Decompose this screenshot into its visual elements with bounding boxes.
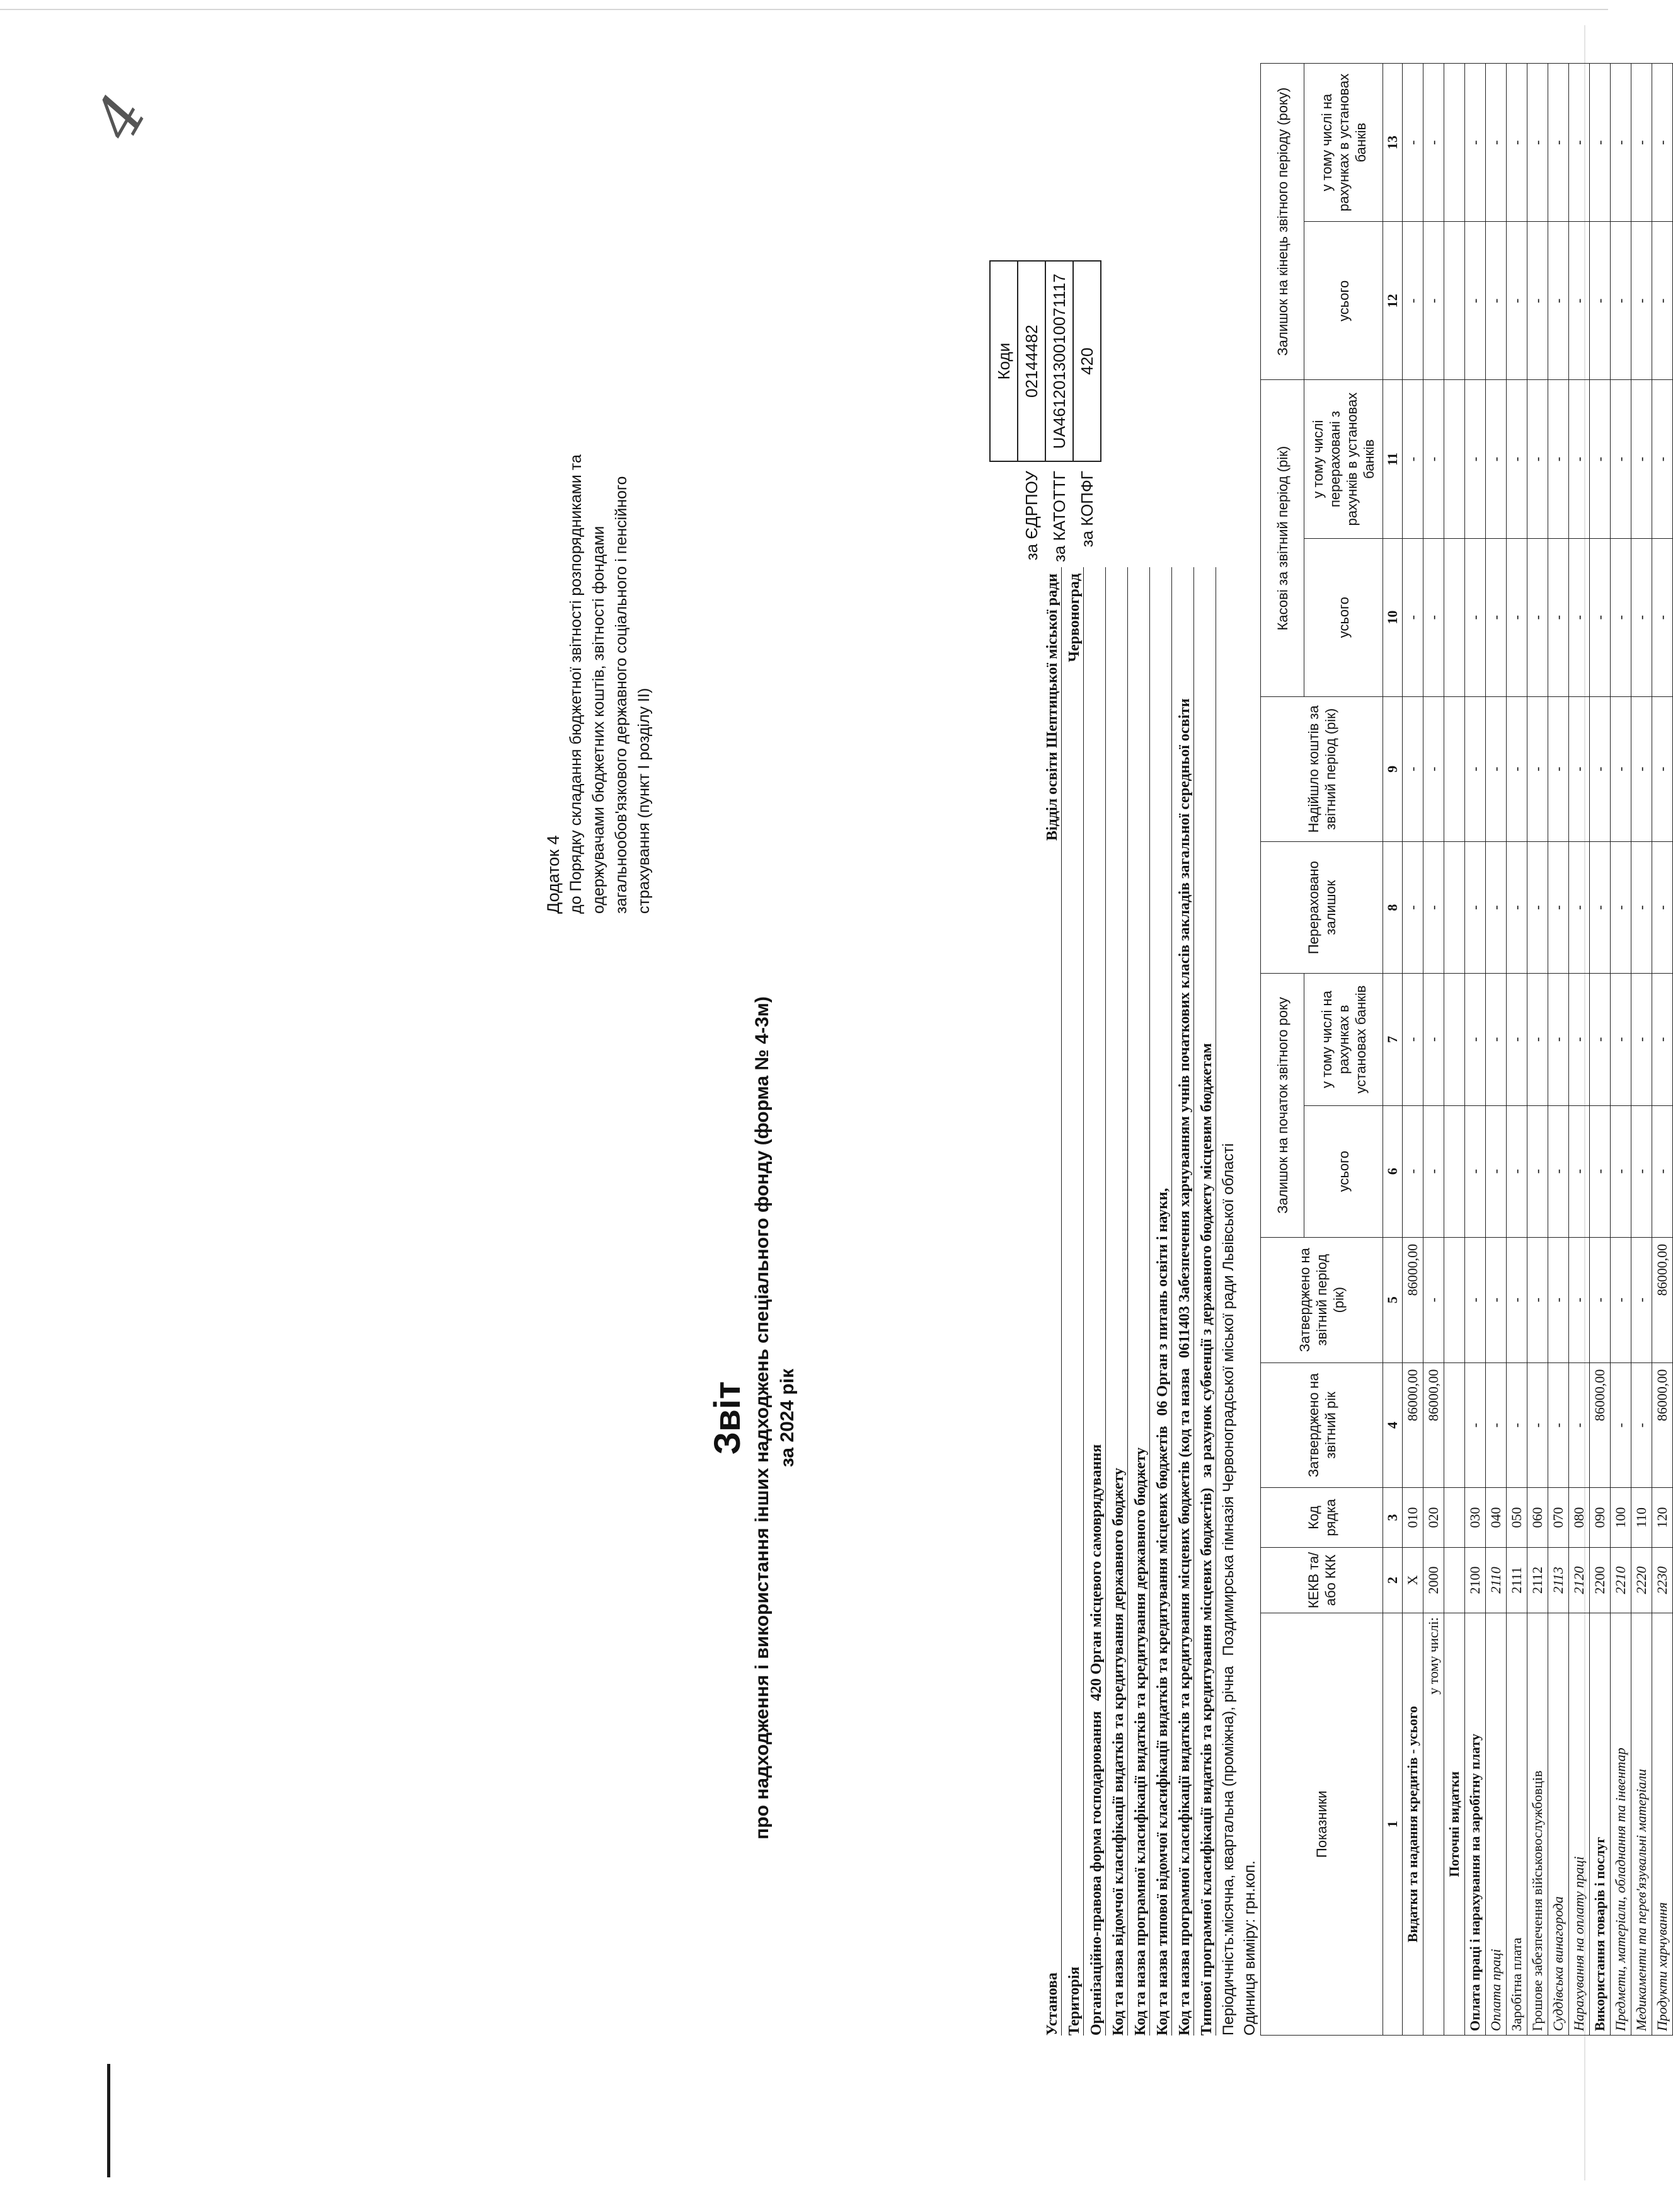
row-code: 070 (1548, 1488, 1569, 1547)
row-kekv: 2210 (1611, 1547, 1631, 1613)
row-value-col9: - (1652, 696, 1673, 841)
row-indicator: Оплата праці (1486, 1613, 1507, 2036)
header-balance-start-bank: у тому числі на рахунках в установах банків (1304, 974, 1383, 1105)
row-value-col12: - (1652, 222, 1673, 380)
col-num: 1 (1383, 1613, 1403, 2036)
row-value-col4: - (1569, 1362, 1590, 1488)
row-value-col8: - (1548, 841, 1569, 973)
row-value-col9: - (1507, 696, 1527, 841)
row-value-col11: - (1486, 380, 1507, 538)
typical-dept-value: 06 Орган з питань освіти і науки, (1154, 1188, 1171, 1416)
row-value-col9: - (1486, 696, 1507, 841)
row-value-col8: - (1423, 841, 1444, 973)
prog-code-label: Код та назва програмної класифікації видатків та кредитування державного бюджету (1132, 1447, 1149, 2036)
row-value-col6: - (1611, 1105, 1631, 1237)
report-subtitle: про надходження і використання інших надходжень спеціального фонду (форма № 4-3м) (752, 996, 773, 1840)
row-kekv: X (1403, 1547, 1423, 1613)
row-value-col12: - (1569, 222, 1590, 380)
row-value-col10: - (1465, 538, 1486, 696)
table-row (1548, 64, 1569, 2036)
row-value-col6: - (1465, 1105, 1486, 1237)
meta-program (1172, 567, 1194, 2036)
table-row (1465, 64, 1486, 2036)
row-code: 040 (1486, 1488, 1507, 1547)
meta-periodicity (1216, 567, 1238, 2036)
row-kekv: 2000 (1423, 1547, 1444, 1613)
row-value-col5: - (1423, 1237, 1444, 1362)
row-value-col5: - (1527, 1237, 1548, 1362)
meta-prog-code (1128, 567, 1150, 2036)
report-title-block (706, 945, 800, 1891)
row-kekv: 2110 (1486, 1547, 1507, 1613)
row-value-col13: - (1403, 64, 1423, 222)
header-cash-transferred: у тому числі перераховані з рахунків в установах банків (1304, 380, 1383, 538)
row-value-col13: - (1527, 64, 1548, 222)
katottg-code: UA46120130010071117 (1045, 261, 1073, 461)
dept-code-label: Код та назва відомчої класифікації видатків та кредитування державного бюджету (1110, 1468, 1127, 2036)
row-value-col8: - (1403, 841, 1423, 973)
appendix-note (542, 233, 655, 914)
row-value-col13: - (1569, 64, 1590, 222)
col-num: 11 (1383, 380, 1403, 538)
col-num: 2 (1383, 1547, 1403, 1613)
row-value-col4: - (1548, 1362, 1569, 1488)
col-num: 7 (1383, 974, 1403, 1105)
col-num: 4 (1383, 1362, 1403, 1488)
header-approved-year: Затверджено на звітний рік (1261, 1362, 1383, 1488)
col-num: 6 (1383, 1105, 1403, 1237)
row-value-col8 (1444, 841, 1465, 973)
row-value-col7: - (1631, 974, 1652, 1105)
row-value-col12: - (1527, 222, 1548, 380)
table-row (1403, 64, 1423, 2036)
row-value-col8: - (1569, 841, 1590, 973)
row-value-col10: - (1486, 538, 1507, 696)
row-value-col4: - (1465, 1362, 1486, 1488)
header-row-code: Код рядка (1261, 1488, 1383, 1547)
row-value-col7: - (1465, 974, 1486, 1105)
report-title: Звіт (707, 1381, 748, 1455)
row-code: 060 (1527, 1488, 1548, 1547)
header-transferred: Перераховано залишок (1261, 841, 1383, 973)
report-table (1260, 63, 1673, 2036)
codes-box (989, 260, 1101, 567)
meta-unit (1238, 567, 1259, 2036)
col-num: 13 (1383, 64, 1403, 222)
row-value-col11: - (1465, 380, 1486, 538)
scan-edge-top (0, 9, 1608, 10)
row-value-col7: - (1569, 974, 1590, 1105)
row-kekv: 2113 (1548, 1547, 1569, 1613)
meta-dept-code (1106, 567, 1128, 2036)
typical-program-label: Типової програмної класифікації видатків та кредитування місцевих бюджетів) (1199, 1487, 1215, 2036)
row-value-col9: - (1631, 696, 1652, 841)
table-row (1631, 64, 1652, 2036)
row-value-col5: - (1548, 1237, 1569, 1362)
row-value-col10: - (1548, 538, 1569, 696)
row-code: 120 (1652, 1488, 1673, 1547)
unit-text: Одиниця виміру: грн.коп. (1241, 1860, 1258, 2036)
row-value-col12 (1444, 222, 1465, 380)
row-value-col13: - (1507, 64, 1527, 222)
row-value-col7: - (1611, 974, 1631, 1105)
row-value-col6: - (1507, 1105, 1527, 1237)
row-value-col5: - (1465, 1237, 1486, 1362)
table-row (1507, 64, 1527, 2036)
row-indicator: Оплата праці і нарахування на заробітну плату (1465, 1613, 1486, 2036)
appendix-title: Додаток 4 (544, 835, 563, 914)
header-kekv: КЕКВ та/або ККК (1261, 1547, 1383, 1613)
row-value-col6: - (1527, 1105, 1548, 1237)
header-balance-start: Залишок на початок звітного року (1261, 974, 1304, 1238)
row-value-col12: - (1486, 222, 1507, 380)
col-num: 9 (1383, 696, 1403, 841)
header-balance-end: Залишок на кінець звітного періоду (року) (1261, 64, 1304, 380)
row-value-col11: - (1631, 380, 1652, 538)
row-value-col11: - (1569, 380, 1590, 538)
row-value-col9: - (1569, 696, 1590, 841)
row-kekv: 2230 (1652, 1547, 1673, 1613)
row-kekv: 2112 (1527, 1547, 1548, 1613)
row-value-col11: - (1611, 380, 1631, 538)
row-value-col11: - (1548, 380, 1569, 538)
row-value-col4: - (1527, 1362, 1548, 1488)
row-value-col4 (1444, 1362, 1465, 1488)
header-indicators: Показники (1261, 1613, 1383, 2036)
typical-program-value: за рахунок субвенції з державного бюджету місцевим бюджетам (1199, 1043, 1215, 1478)
row-indicator: Заробітна плата (1507, 1613, 1527, 2036)
table-row (1590, 64, 1611, 2036)
legal-form-label: Організаційно-правова форма господарювання (1088, 1711, 1105, 2036)
row-indicator: Видатки та надання кредитів - усього (1403, 1613, 1423, 2036)
row-code: 110 (1631, 1488, 1652, 1547)
row-value-col5: - (1507, 1237, 1527, 1362)
table-row (1486, 64, 1507, 2036)
row-value-col4: 86000,00 (1652, 1362, 1673, 1488)
row-kekv (1444, 1547, 1465, 1613)
row-value-col4: - (1507, 1362, 1527, 1488)
row-code: 090 (1590, 1488, 1611, 1547)
row-value-col11: - (1423, 380, 1444, 538)
program-value: 0611403 Забезпечення харчуванням учнів початкових класів закладів загальної середньої освіти (1176, 698, 1193, 1359)
row-value-col13: - (1548, 64, 1569, 222)
row-value-col6: - (1403, 1105, 1423, 1237)
row-value-col4: - (1631, 1362, 1652, 1488)
appendix-line: до Порядку складання бюджетної звітності розпорядниками та (567, 454, 585, 914)
row-value-col10: - (1631, 538, 1652, 696)
row-value-col12: - (1631, 222, 1652, 380)
row-kekv: 2220 (1631, 1547, 1652, 1613)
header-cash-total: усього (1304, 538, 1383, 696)
territory-value: Червоноград (1066, 573, 1083, 662)
row-value-col6: - (1652, 1105, 1673, 1237)
program-label: Код та назва програмної класифікації видатків та кредитування місцевих бюджетів (код та назва (1176, 1368, 1193, 2036)
handwritten-page-number: 4 (79, 83, 161, 152)
row-value-col12: - (1590, 222, 1611, 380)
row-indicator: Суддівська винагорода (1548, 1613, 1569, 2036)
row-value-col12: - (1423, 222, 1444, 380)
row-value-col6 (1444, 1105, 1465, 1237)
row-value-col10: - (1611, 538, 1631, 696)
row-value-col9: - (1590, 696, 1611, 841)
header-balance-start-total: усього (1304, 1105, 1383, 1237)
row-value-col13: - (1652, 64, 1673, 222)
report-year: за 2024 рік (777, 1368, 798, 1468)
meta-typical-dept (1150, 567, 1172, 2036)
row-indicator: Використання товарів і послуг (1590, 1613, 1611, 2036)
row-value-col8: - (1465, 841, 1486, 973)
kopfg-label: за КОПФГ (1077, 471, 1096, 548)
row-value-col11: - (1527, 380, 1548, 538)
table-row (1423, 64, 1444, 2036)
table-row (1652, 64, 1673, 2036)
row-value-col10: - (1403, 538, 1423, 696)
row-value-col5: - (1590, 1237, 1611, 1362)
row-value-col12: - (1403, 222, 1423, 380)
row-code: 100 (1611, 1488, 1631, 1547)
row-code: 020 (1423, 1488, 1444, 1547)
col-num: 8 (1383, 841, 1403, 973)
row-value-col8: - (1631, 841, 1652, 973)
row-value-col9: - (1527, 696, 1548, 841)
col-num: 10 (1383, 538, 1403, 696)
row-value-col6: - (1631, 1105, 1652, 1237)
report-sheet (517, 73, 1670, 2080)
row-value-col9: - (1548, 696, 1569, 841)
katottg-label: за КАТОТТГ (1049, 471, 1069, 562)
row-value-col9: - (1465, 696, 1486, 841)
row-value-col10: - (1590, 538, 1611, 696)
row-value-col4: - (1611, 1362, 1631, 1488)
meta-institution (1040, 567, 1062, 2036)
row-value-col13: - (1423, 64, 1444, 222)
row-value-col8: - (1507, 841, 1527, 973)
row-value-col10: - (1507, 538, 1527, 696)
row-code: 010 (1403, 1488, 1423, 1547)
row-code: 080 (1569, 1488, 1590, 1547)
row-value-col9 (1444, 696, 1465, 841)
row-value-col11: - (1652, 380, 1673, 538)
column-number-row (1383, 64, 1403, 2036)
row-indicator: Поточні видатки (1444, 1613, 1465, 2036)
row-value-col5: - (1486, 1237, 1507, 1362)
row-value-col10: - (1652, 538, 1673, 696)
row-code (1444, 1488, 1465, 1547)
table-row (1611, 64, 1631, 2036)
row-value-col12: - (1465, 222, 1486, 380)
row-indicator: Медикаменти та перев'язувальні матеріали (1631, 1613, 1652, 2036)
row-value-col4: 86000,00 (1403, 1362, 1423, 1488)
edrpou-code: 02144482 (1018, 261, 1045, 461)
row-value-col13: - (1631, 64, 1652, 222)
row-value-col12: - (1548, 222, 1569, 380)
row-value-col8: - (1611, 841, 1631, 973)
row-indicator: Грошове забезпечення військовослужбовців (1527, 1613, 1548, 2036)
appendix-line: одержувачами бюджетних коштів, звітності фондами (590, 526, 607, 914)
typical-dept-label: Код та назва типової відомчої класифікації видатків та кредитування місцевих бюджетів (1154, 1426, 1171, 2036)
row-value-col13: - (1590, 64, 1611, 222)
header-cash: Касові за звітний період (рік) (1261, 380, 1304, 696)
meta-legal-form (1084, 567, 1106, 2036)
row-value-col13 (1444, 64, 1465, 222)
header-received: Надійшло коштів за звітний період (рік) (1261, 696, 1383, 841)
row-value-col6: - (1590, 1105, 1611, 1237)
row-value-col13: - (1465, 64, 1486, 222)
col-num: 5 (1383, 1237, 1403, 1362)
row-value-col5 (1444, 1237, 1465, 1362)
meta-typical-program (1194, 567, 1216, 2036)
legal-form-value: 420 Орган місцевого самоврядування (1088, 1444, 1105, 1702)
row-value-col6: - (1548, 1105, 1569, 1237)
row-value-col5: - (1611, 1237, 1631, 1362)
appendix-line: загальнообов'язкового державного соціального і пенсійного (612, 476, 630, 914)
institution-value: Відділ освіти Шептицької міської ради (1044, 573, 1061, 841)
row-value-col8: - (1590, 841, 1611, 973)
row-value-col10: - (1423, 538, 1444, 696)
row-value-col7: - (1403, 974, 1423, 1105)
report-meta (1040, 567, 1259, 2036)
table-row (1444, 64, 1465, 2036)
table-row (1569, 64, 1590, 2036)
col-num: 12 (1383, 222, 1403, 380)
row-value-col5: - (1631, 1237, 1652, 1362)
header-approved-period: Затверджено на звітний період (рік) (1261, 1237, 1383, 1362)
territory-label: Територія (1066, 1966, 1083, 2036)
col-num: 3 (1383, 1488, 1403, 1547)
row-value-col10 (1444, 538, 1465, 696)
row-value-col7: - (1507, 974, 1527, 1105)
row-value-col8: - (1652, 841, 1673, 973)
row-value-col6: - (1486, 1105, 1507, 1237)
row-value-col5: - (1569, 1237, 1590, 1362)
row-value-col9: - (1611, 696, 1631, 841)
row-value-col7: - (1652, 974, 1673, 1105)
institution-label: Установа (1044, 1973, 1061, 2036)
row-value-col12: - (1611, 222, 1631, 380)
row-code: 050 (1507, 1488, 1527, 1547)
row-value-col6: - (1423, 1105, 1444, 1237)
periodicity-text: Періодичність:місячна, квартальна (проміжна), річна (1220, 1666, 1237, 2036)
row-code: 030 (1465, 1488, 1486, 1547)
row-value-col4: 86000,00 (1423, 1362, 1444, 1488)
row-value-col6: - (1569, 1105, 1590, 1237)
row-value-col4: 86000,00 (1590, 1362, 1611, 1488)
row-value-col12: - (1507, 222, 1527, 380)
row-indicator: Продукти харчування (1652, 1613, 1673, 2036)
school-name: Поздимирська гімназія Червоноградської міської ради Львівської області (1220, 1143, 1237, 1656)
row-kekv: 2200 (1590, 1547, 1611, 1613)
row-value-col8: - (1527, 841, 1548, 973)
header-balance-end-total: усього (1304, 222, 1383, 380)
row-value-col7: - (1590, 974, 1611, 1105)
row-indicator: Предмети, матеріали, обладнання та інвентар (1611, 1613, 1631, 2036)
edrpou-label: за ЄДРПОУ (1021, 471, 1041, 561)
row-value-col5: 86000,00 (1652, 1237, 1673, 1362)
appendix-line: страхування (пункт І розділу ІІ) (635, 688, 653, 914)
row-value-col13: - (1486, 64, 1507, 222)
row-value-col7: - (1423, 974, 1444, 1105)
row-value-col7: - (1548, 974, 1569, 1105)
row-value-col7: - (1486, 974, 1507, 1105)
scan-mark (107, 2064, 110, 2177)
codes-header: Коди (990, 261, 1018, 461)
row-indicator: у тому числі: (1423, 1613, 1444, 2036)
row-kekv: 2100 (1465, 1547, 1486, 1613)
row-value-col7: - (1527, 974, 1548, 1105)
row-value-col11: - (1507, 380, 1527, 538)
row-value-col7 (1444, 974, 1465, 1105)
row-kekv: 2120 (1569, 1547, 1590, 1613)
row-kekv: 2111 (1507, 1547, 1527, 1613)
row-value-col8: - (1486, 841, 1507, 973)
header-balance-end-bank: у тому числі на рахунках в установах банків (1304, 64, 1383, 222)
row-value-col11: - (1403, 380, 1423, 538)
row-value-col4: - (1486, 1362, 1507, 1488)
row-value-col5: 86000,00 (1403, 1237, 1423, 1362)
row-value-col13: - (1611, 64, 1631, 222)
row-value-col10: - (1569, 538, 1590, 696)
row-value-col11 (1444, 380, 1465, 538)
row-value-col10: - (1527, 538, 1548, 696)
table-row (1527, 64, 1548, 2036)
row-indicator: Нарахування на оплату праці (1569, 1613, 1590, 2036)
row-value-col9: - (1423, 696, 1444, 841)
report-table-body (1403, 64, 1673, 2036)
row-value-col11: - (1590, 380, 1611, 538)
kopfg-code: 420 (1073, 261, 1101, 461)
meta-territory (1062, 567, 1084, 2036)
row-value-col9: - (1403, 696, 1423, 841)
